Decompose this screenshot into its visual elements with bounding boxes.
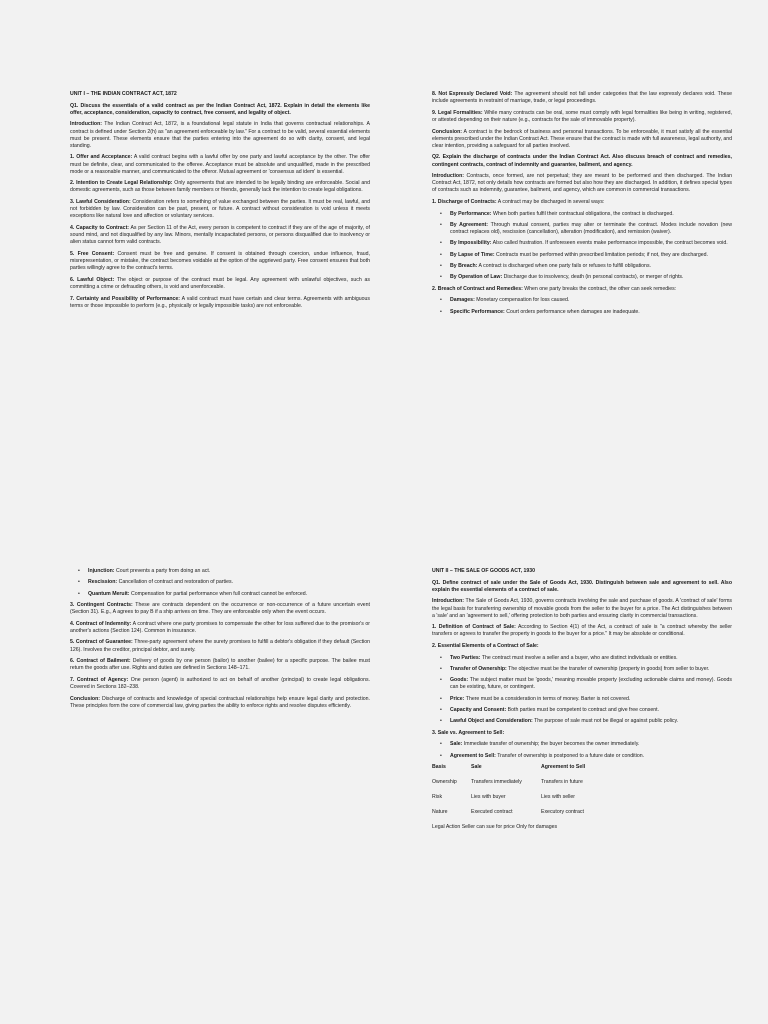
comparison-table — [432, 764, 624, 824]
list-item: • Damages: Monetary compensation for loss caused. — [440, 297, 570, 304]
table-cell: Executed contract — [471, 809, 513, 816]
page-2 — [432, 91, 732, 320]
list-item: • Two Parties: The contract must involve a seller and a buyer, who are distinct individuals or entities. — [440, 654, 678, 661]
table-row — [432, 794, 624, 809]
list-item: • By Lapse of Time: Contracts must be performed within prescribed limitation periods; if not, they are discharged. — [440, 251, 708, 258]
question-heading: Q1. Define contract of sale under the Sale of Goods Act, 1930. Distinguish between sale and agreement to sell. Also explain the essential elements of a contract of sale. — [432, 579, 732, 593]
table-row — [432, 779, 624, 794]
list-item: • Lawful Object and Consideration: The purpose of sale must not be illegal or against public policy. — [440, 718, 679, 725]
page-1 — [70, 91, 370, 314]
paragraph: 1. Definition of Contract of Sale: According to Section 4(1) of the Act, a contract of sale is "a contract whereby the seller transfers or agrees to transfer the property in goods to the buyer for a price." It may be absolute or conditional. — [432, 624, 732, 638]
unit-title: UNIT II – THE SALE OF GOODS ACT, 1930 — [432, 568, 535, 574]
list-item: • By Performance: When both parties fulfil their contractual obligations, the contract is discharged. — [440, 210, 674, 217]
table-cell: Transfers immediately — [471, 778, 522, 785]
list-item: • Price: There must be a consideration in terms of money. Barter is not covered. — [440, 695, 631, 702]
intro-paragraph: Introduction: The Sale of Goods Act, 1930, governs contracts involving the sale and purchase of goods. A 'contract of sale' forms the legal basis for transferring ownership of movable goods from the seller to the buyer for a price. The Act distinguishes between a 'sale' and an 'agreement to sell,' offering protection to both parties and ensuring clarity in commercial transactions. — [432, 598, 732, 619]
bullet-list — [432, 297, 732, 315]
section-heading: 2. Essential Elements of a Contract of Sale: — [432, 643, 539, 650]
list-item: • Transfer of Ownership: The objective must be the transfer of ownership (property in goods) from seller to buyer. — [440, 666, 710, 673]
table-cell: Lies with buyer — [471, 794, 506, 801]
page-3 — [70, 568, 370, 715]
table-cell: Risk — [432, 794, 443, 801]
table-header: Agreement to Sell — [541, 763, 586, 770]
bullet-list — [432, 741, 732, 759]
paragraph: 9. Legal Formalities: While many contracts can be oral, some must comply with legal formalities like being in writing, registered, or attested depending on their nature (e.g., contracts for the sale of immovable property). — [432, 109, 732, 123]
paragraph: 2. Intention to Create Legal Relationship: Only agreements that are intended to be legally binding are enforceable. Social and domestic agreements, such as those between family members or friends, generally lack the intention to create legal obligations. — [70, 180, 370, 194]
table-cell: Executory contract — [541, 809, 584, 816]
question-heading: Q1. Discuss the essentials of a valid contract as per the Indian Contract Act, 1872. Explain in detail the elements like offer, acceptance, consideration, capacity to contract, free consent, and legality of object. — [70, 102, 370, 116]
list-item: • Agreement to Sell: Transfer of ownership is postponed to a future date or condition. — [440, 752, 645, 759]
paragraph: 2. Breach of Contract and Remedies: When one party breaks the contract, the other can seek remedies: — [432, 285, 677, 292]
paragraph: 1. Discharge of Contracts: A contract may be discharged in several ways: — [432, 199, 605, 206]
paragraph: 7. Contract of Agency: One person (agent) is authorized to act on behalf of another (principal) to create legal obligations. Covered in Sections 182–238. — [70, 676, 370, 691]
unit-title: UNIT I – THE INDIAN CONTRACT ACT, 1872 — [70, 91, 177, 97]
table-header: Basis — [432, 763, 446, 770]
paragraph: 6. Lawful Object: The object or purpose of the contract must be legal. Any agreement with unlawful objectives, such as committing a crime or defrauding others, is void and unenforceable. — [70, 276, 370, 290]
conclusion-paragraph: Conclusion: Discharge of contracts and knowledge of special contractual relationships help ensure legal clarity and protection. These principles form the core of commercial law, giving parties the ability to enforce rights and resolve disputes efficiently. — [70, 695, 370, 709]
paragraph: 4. Contract of Indemnity: A contract where one party promises to compensate the other for loss suffered due to the promisor's or another's actions (Section 124). Common in insurance. — [70, 620, 370, 634]
table-row — [432, 809, 624, 824]
intro-paragraph: Introduction: The Indian Contract Act, 1872, is a foundational legal statute in India that governs contractual relationships. A contract is defined under Section 2(h) as "an agreement enforceable by law." For a contract to be valid, several essential elements must be present. These elements ensure that the parties entering into the agreement do so with clarity, consent, and legal standing. — [70, 121, 370, 149]
list-item: • Specific Performance: Court orders performance when damages are inadequate. — [440, 308, 640, 315]
bullet-list — [70, 568, 370, 598]
paragraph: 5. Contract of Guarantee: Three-party agreement where the surety promises to fulfill a debtor's obligation if they default (Section 126). Involves the creditor, principal debtor, and surety. — [70, 639, 370, 653]
table-cell: Nature — [432, 809, 448, 816]
paragraph: 5. Free Consent: Consent must be free and genuine. If consent is obtained through coercion, undue influence, fraud, misrepresentation, or mistake, the contract becomes voidable at the option of the aggrieved party. Free consent ensures that both parties willingly agree to the contract's terms. — [70, 250, 370, 272]
list-item: • Goods: The subject matter must be 'goods,' meaning movable property (excluding actionable claims and money). Goods can be existing, future, or contingent. — [440, 677, 732, 691]
list-item: • By Agreement: Through mutual consent, parties may alter or terminate the contract. Modes include novation (new contract replaces old), rescission (cancellation), alteration (modification), and remission (waiver). — [440, 222, 732, 236]
question-heading: Q2. Explain the discharge of contracts under the Indian Contract Act. Also discuss breach of contract and remedies, contingent contracts, contract of indemnity and guarantee, bailment, and agency. — [432, 154, 732, 168]
paragraph: 3. Contingent Contracts: These are contracts dependent on the occurrence or non-occurrence of a future uncertain event (Section 31). E.g., A agrees to pay B if a ship arrives on time. They are enforceable only when the event occurs. — [70, 601, 371, 615]
page-4 — [432, 568, 732, 836]
paragraph: 8. Not Expressly Declared Void: The agreement should not fall under categories that the law expressly declares void. These include agreements in restraint of marriage, trade, or legal proceedings. — [432, 91, 732, 105]
bullet-list — [432, 211, 732, 282]
list-item: • Injunction: Court prevents a party from doing an act. — [78, 568, 211, 574]
conclusion-paragraph: Conclusion: A contract is the bedrock of business and personal transactions. To be enforceable, it must satisfy all the essential elements prescribed under the Indian Contract Act. These ensure that the contract is made with full awareness, legal authority, and clear intention, providing a safeguard for all parties involved. — [432, 128, 732, 149]
list-item: • By Impossibility: Also called frustration. If unforeseen events make performance impossible, the contract becomes void. — [440, 240, 728, 247]
paragraph: 3. Lawful Consideration: Consideration refers to something of value exchanged between the parties. It must be real, lawful, and not forbidden by law. Consideration can be past, present, or future. A contract without consideration is void unless it meets exceptions like natural love and affection or voluntary services. — [70, 199, 370, 220]
table-cell: Lies with seller — [541, 794, 576, 801]
paragraph: 1. Offer and Acceptance: A valid contract begins with a lawful offer by one party and lawful acceptance by the other. The offer must be definite, clear, and communicated to the offeree. Acceptance must be absolute and unqualified, made in the prescribed mode or a reasonable manner, and communicated to the offeror. Mutual agreement or 'consensus ad idem' is essential. — [70, 154, 370, 175]
list-item: • Sale: Immediate transfer of ownership; the buyer becomes the owner immediately. — [440, 741, 640, 748]
list-item: • Capacity and Consent: Both parties must be competent to contract and give free consent. — [440, 707, 660, 714]
list-item: • By Breach: A contract is discharged when one party fails or refuses to fulfill obligations. — [440, 263, 651, 269]
list-item: • By Operation of Law: Discharge due to insolvency, death (in personal contracts), or merger of rights. — [440, 274, 684, 281]
paragraph: 4. Capacity to Contract: As per Section 11 of the Act, every person is competent to contract if they are of the age of majority, of sound mind, and not disqualified by any law. Minors, mentally incapacitated persons, or persons disqualified due to insolvency or alien status cannot form valid contracts. — [70, 224, 370, 246]
section-heading: 3. Sale vs. Agreement to Sell: — [432, 729, 505, 736]
table-header-row — [432, 764, 624, 779]
table-last-line: Legal Action Seller can sue for price Only for damages — [432, 824, 558, 831]
intro-paragraph: Introduction: Contracts, once formed, are not perpetual; they are meant to be performed and then discharged. The Indian Contract Act, 1872, not only details how contracts are formed but also how they are discharged. In addition, it defines special types of contracts such as indemnity, guarantee, bailment, and agency, which are common in commercial transactions. — [432, 173, 732, 194]
paragraph: 6. Contract of Bailment: Delivery of goods by one person (bailor) to another (bailee) for a specific purpose. The bailee must return the goods after use. Rights and duties are defined in Sections 148–171. — [70, 658, 370, 672]
table-header: Sale — [471, 763, 482, 770]
table-cell: Ownership — [432, 778, 457, 785]
paragraph: 7. Certainty and Possibility of Performance: A valid contract must have certain and clear terms. Agreements with ambiguous terms or those impossible to perform (e.g., physically or legally impossible tasks) are not enforceable. — [70, 295, 370, 309]
list-item: • Rescission: Cancellation of contract and restoration of parties. — [78, 579, 234, 586]
list-item: • Quantum Meruit: Compensation for partial performance when full contract cannot be enforced. — [78, 590, 308, 597]
table-cell: Transfers in future — [541, 778, 583, 785]
bullet-list — [432, 655, 732, 726]
